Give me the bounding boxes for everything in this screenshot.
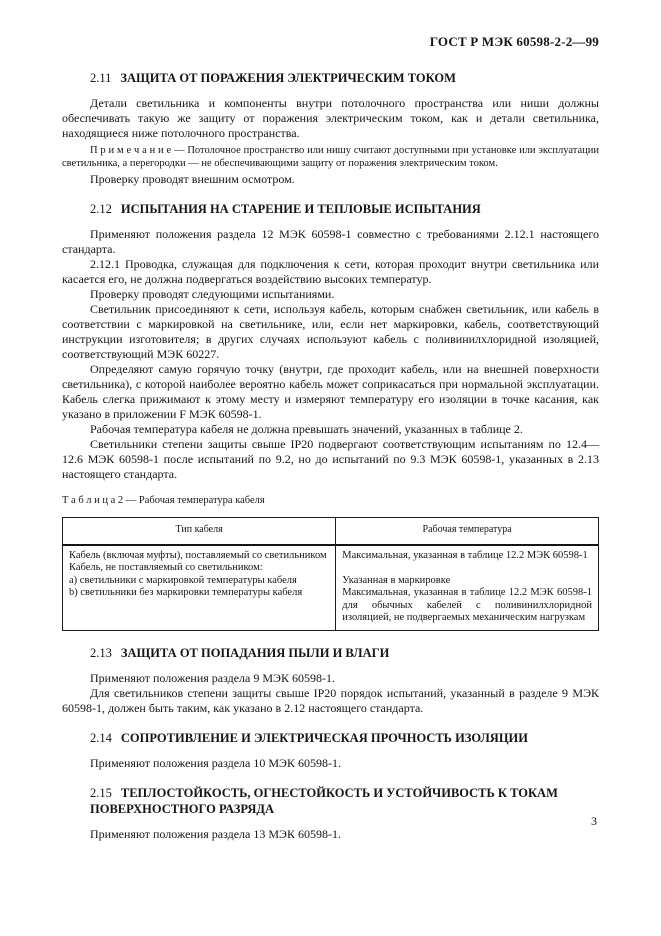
table-caption: Т а б л и ц а 2 — Рабочая температура кабеля: [62, 495, 265, 506]
note-paragraph: П р и м е ч а н и е — Потолочное пространство или нишу считают доступными при установке или эксплуатации светильника, а перегородки — не обеспечивающими защиту от поражения электрическим током.: [62, 145, 599, 169]
cell-working-temperature: Указанная в маркировке: [342, 574, 451, 586]
section-number: 2.13: [90, 645, 112, 660]
table-row: [63, 545, 599, 563]
cell-cable-type: b) светильники без маркировки температуры кабеля: [63, 587, 336, 630]
section-heading-2-15: [90, 785, 599, 817]
page-number: 3: [591, 814, 597, 828]
section-heading-2-14: [90, 730, 599, 746]
section-heading-2-11: [90, 70, 599, 86]
paragraph: Рабочая температура кабеля не должна превышать значений, указанных в таблице 2.: [90, 422, 523, 436]
paragraph: Проверку проводят следующими испытаниями.: [90, 287, 335, 301]
paragraph: Проверку проводят внешним осмотром.: [90, 172, 295, 186]
paragraph: Применяют положения раздела 12 МЭК 60598-1 совместно с требованиями 2.12.1 настоящего стандарта.: [62, 227, 599, 256]
paragraph: Детали светильника и компоненты внутри потолочного пространства или ниши должны обеспечивать такую же защиту от поражения электрическим током, как и детали светильника, находящиеся ниже потолочного пространства.: [62, 96, 599, 140]
section-title: ЗАЩИТА ОТ ПОПАДАНИЯ ПЫЛИ И ВЛАГИ: [120, 645, 390, 660]
cell-cable-type: Кабель (включая муфты), поставляемый со светильником: [63, 545, 336, 563]
paragraph: Светильник присоединяют к сети, используя кабель, которым снабжен светильник, или кабель в соответствии с маркировкой на светильнике, или, если нет маркировки, кабель, соответствующий инструкции изготовителя; в других случаях используют кабель с поливинилхлоридной изоляцией, соответствующий МЭК 60227.: [62, 302, 599, 361]
cell-working-temperature: Максимальная, указанная в таблице 12.2 МЭК 60598-1: [342, 549, 588, 561]
paragraph: Светильники степени защиты свыше IP20 подвергают соответствующим испытаниям по 12.4—12.6 МЭК 60598-1 после испытаний по 9.2, но до испытаний по 9.3 МЭК 60598-1, указанных в 2.13 настоящего стандарта.: [62, 437, 599, 481]
paragraph: Применяют положения раздела 10 МЭК 60598-1.: [90, 755, 341, 770]
cell-working-temperature: Максимальная, указанная в таблице 12.2 МЭК 60598-1 для обычных кабелей с поливинилхлоридной изоляцией, не подвергаемых механическим нагрузкам: [342, 587, 592, 623]
table-header-row: [63, 518, 599, 545]
table-row: [63, 575, 599, 588]
paragraph: Определяют самую горячую точку (внутри, где проходит кабель, или на внешней поверхности светильника), с которой наиболее вероятно кабель может соприкасаться при нормальной эксплуатации. Кабель слегка прижимают к этому месту и измеряют температуру его изоляции в точке касания, как указано в приложении F МЭК 60598-1.: [62, 362, 599, 421]
table-row: [63, 562, 599, 575]
section-number: 2.15: [90, 785, 112, 800]
cable-temperature-table: [62, 517, 599, 631]
section-title: ИСПЫТАНИЯ НА СТАРЕНИЕ И ТЕПЛОВЫЕ ИСПЫТАНИЯ: [120, 202, 481, 216]
column-header-working-temperature: Рабочая температура: [336, 518, 599, 545]
cell-cable-type: a) светильники с маркировкой температуры кабеля: [63, 575, 336, 588]
table-row: [63, 587, 599, 630]
section-title: ЗАЩИТА ОТ ПОРАЖЕНИЯ ЭЛЕКТРИЧЕСКИМ ТОКОМ: [120, 71, 456, 85]
doc-header-title: ГОСТ Р МЭК 60598-2-2—99: [429, 34, 599, 49]
section-title: ТЕПЛОСТОЙКОСТЬ, ОГНЕСТОЙКОСТЬ И УСТОЙЧИВОСТЬ К ТОКАМ ПОВЕРХНОСТНОГО РАЗРЯДА: [90, 785, 558, 816]
paragraph: Для светильников степени защиты свыше IP20 порядок испытаний, указанный в разделе 9 МЭК 60598-1, должен быть таким, как указано в 2.12 настоящего стандарта.: [62, 685, 599, 715]
cell-working-temperature: [336, 562, 599, 575]
section-number: 2.12: [90, 202, 112, 216]
section-number: 2.14: [90, 730, 112, 745]
section-heading-2-13: [90, 645, 599, 661]
column-header-cable-type: Тип кабеля: [63, 518, 336, 545]
section-heading-2-12: [90, 201, 599, 217]
section-title: СОПРОТИВЛЕНИЕ И ЭЛЕКТРИЧЕСКАЯ ПРОЧНОСТЬ ИЗОЛЯЦИИ: [120, 730, 528, 745]
cell-cable-type: Кабель, не поставляемый со светильником:: [63, 562, 336, 575]
paragraph: 2.12.1 Проводка, служащая для подключения к сети, которая проходит внутри светильника или касается его, не должна подвергаться воздействию высоких температур.: [62, 257, 599, 286]
paragraph: Применяют положения раздела 13 МЭК 60598-1.: [90, 826, 341, 841]
section-number: 2.11: [90, 71, 112, 85]
paragraph: Применяют положения раздела 9 МЭК 60598-1.: [90, 670, 335, 685]
table-body: [63, 545, 599, 631]
table-header: [63, 518, 599, 545]
